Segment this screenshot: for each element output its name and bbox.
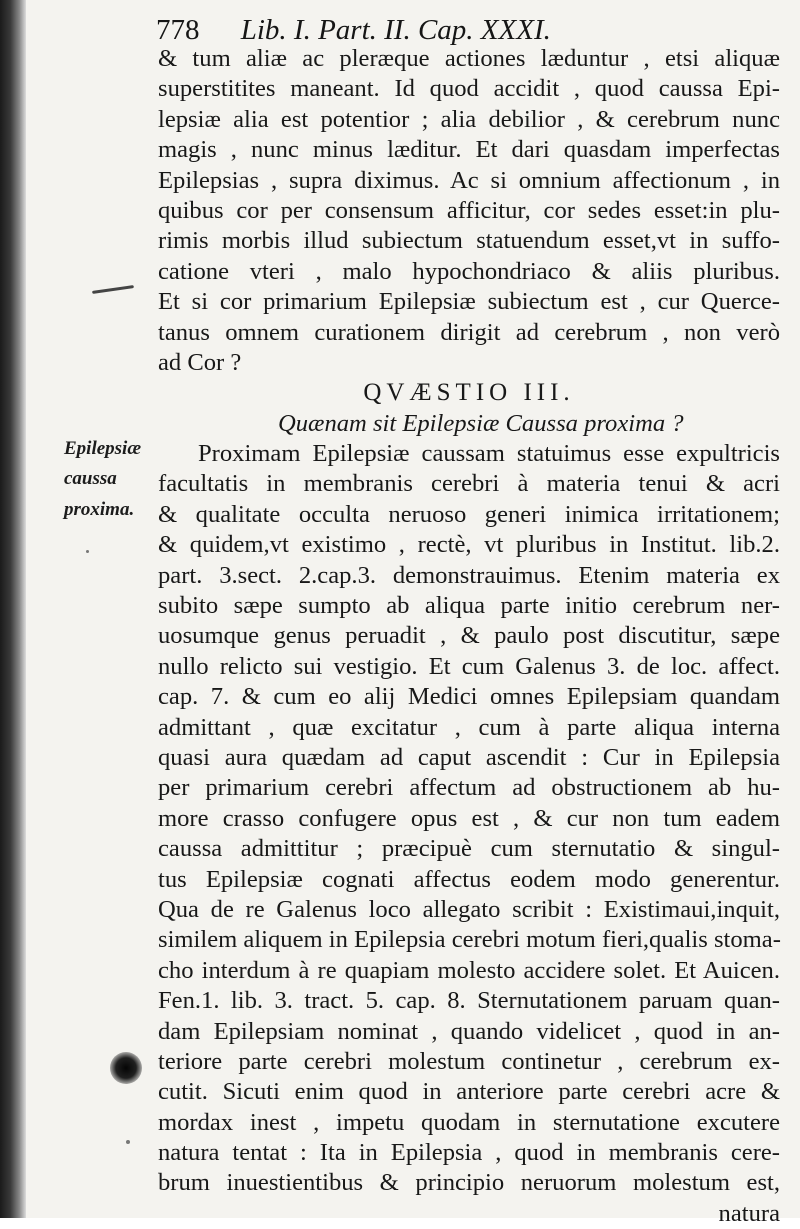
text-line: & quidem,vt existimo , rectè, vt pluribus in Institut. lib.2.: [158, 531, 780, 559]
text-line: tus Epilepsiæ cognati affectus eodem modo generentur.: [158, 865, 780, 893]
text-line: Epilepsias , supra diximus. Ac si omnium affectionum , in: [158, 166, 780, 194]
section-heading: QVÆSTIO III.: [363, 379, 575, 407]
book-page: [26, 0, 800, 1227]
text-line: cho interdum à re quapiam molesto accidere solet. Et Auicen.: [158, 956, 780, 984]
text-line: Qua de re Galenus loco allegato scribit : Existimaui,inquit,: [158, 895, 780, 923]
text-line: teriore parte cerebri molestum continetur , cerebrum ex-: [158, 1047, 780, 1075]
text-line: Fen.1. lib. 3. tract. 5. cap. 8. Sternutationem paruam quan-: [158, 987, 780, 1015]
text-line: dam Epilepsiam nominat , quando videlicet , quod in an-: [158, 1017, 780, 1045]
margin-note-line: caussa: [64, 468, 117, 490]
text-line: subito sæpe sumpto ab aliqua parte initio cerebrum ner-: [158, 592, 780, 620]
text-line: & qualitate occulta neruoso generi inimica irritationem;: [158, 500, 780, 528]
margin-note: [64, 434, 141, 525]
text-line: ad Cor ?: [158, 348, 242, 376]
text-line: lepsiæ alia est potentior ; alia debilior , & cerebrum nunc: [158, 105, 780, 133]
ink-stain: [110, 1052, 142, 1084]
text-line: superstitites maneant. Id quod accidit , quod caussa Epi-: [158, 75, 780, 103]
text-line: brum inuestientibus & principio neruorum molestum est,: [158, 1169, 780, 1197]
text-line: & tum aliæ ac pleræque actiones læduntur , etsi aliquæ: [158, 45, 780, 72]
margin-note-line: proxima.: [64, 498, 135, 520]
text-line: Proximam Epilepsiæ caussam statuimus esse expultricis: [198, 440, 780, 468]
catchword: natura: [718, 1199, 780, 1227]
text-line: nullo relicto sui vestigio. Et cum Galenus 3. de loc. affect.: [158, 652, 780, 680]
text-line: magis , nunc minus læditur. Et dari quasdam imperfectas: [158, 136, 780, 164]
margin-note-line: Epilepsiæ: [64, 438, 142, 459]
running-title: Lib. I. Part. II. Cap. XXXI.: [240, 14, 551, 46]
section-subheading: Quænam sit Epilepsiæ Caussa proxima ?: [278, 409, 684, 437]
text-line: admittant , quæ excitatur , cum à parte aliqua interna: [158, 713, 780, 741]
text-line: per primarium cerebri affectum ad obstructionem ab hu-: [158, 774, 780, 802]
paper-speck: [86, 550, 89, 553]
book-spine-shadow: [0, 0, 26, 1218]
text-line: cutit. Sicuti enim quod in anteriore parte cerebri acre &: [158, 1078, 780, 1106]
text-line: more crasso confugere opus est , & cur non tum eadem: [158, 804, 780, 832]
text-line: caussa admittitur ; præcipuè cum sternutatio & singul-: [158, 835, 780, 863]
text-line: Et si cor primarium Epilepsiæ subiectum est , cur Querce-: [158, 288, 780, 316]
text-line: uosumque genus peruadit , & paulo post discutitur, sæpe: [158, 622, 780, 650]
text-line: natura tentat : Ita in Epilepsia , quod in membranis cere-: [158, 1139, 780, 1167]
text-line: catione vteri , malo hypochondriaco & aliis pluribus.: [158, 257, 780, 285]
page-number: 778: [156, 14, 200, 46]
text-line: part. 3.sect. 2.cap.3. demonstrauimus. Etenim materia ex: [158, 561, 780, 589]
text-line: facultatis in membranis cerebri à materia tenui & acri: [158, 470, 780, 498]
text-line: quibus cor per consensum afficitur, cor sedes esset:in plu-: [158, 196, 780, 224]
text-line: mordax inest , impetu quodam in sternutatione excutere: [158, 1108, 780, 1136]
ink-mark: [92, 285, 134, 294]
paper-speck: [126, 1140, 130, 1144]
text-line: quasi aura quædam ad caput ascendit : Cur in Epilepsia: [158, 743, 780, 771]
text-line: rimis morbis illud subiectum statuendum esset,vt in suffo-: [158, 227, 780, 255]
text-line: tanus omnem curationem dirigit ad cerebrum , non verò: [158, 318, 780, 346]
text-line: cap. 7. & cum eo alij Medici omnes Epilepsiam quandam: [158, 683, 780, 711]
page-body-text: [158, 44, 780, 1229]
text-line: similem aliquem in Epilepsia cerebri motum fieri,qualis stoma-: [158, 926, 781, 954]
